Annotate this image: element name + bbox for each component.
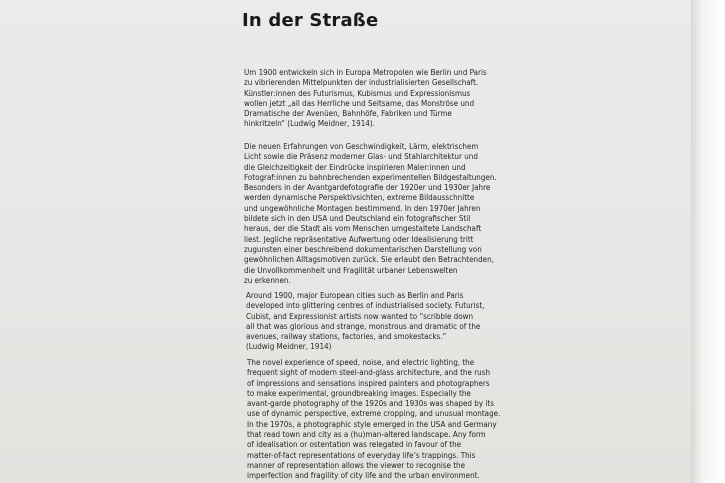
wall-text-title: In der Straße <box>242 10 379 31</box>
english-paragraph-2: The novel experience of speed, noise, and electric lighting, the frequent sight of modern steel-and-glass architecture, and the rush of impressions and sensations inspired painters and photographers to make experimental, groundbreaking images. Especially the avant-garde photography of the 1920s and 1930s was shaped by its use of dynamic perspective, extreme cropping, and unusual montage. In the 1970s, a photographic style emerged in the USA and Germany that read town and city as a (hu)man-altered landscape. Any form of idealisation or ostentation was relegated in favour of the matter-of-fact representations of everyday life’s trappings. This manner of representation allows the viewer to recognise the imperfection and fragility of city life and the urban environment. <box>247 358 501 481</box>
english-paragraph-1: Around 1900, major European cities such as Berlin and Paris developed into glittering centres of industrialised society. Futurist, Cubist, and Expressionist artists now wanted to “scribble down all that was glorious and strange, monstrous and dramatic of the avenues, railway stations, factories, and smokestacks.” (Ludwig Meidner, 1914) <box>246 291 485 352</box>
german-paragraph-2: Die neuen Erfahrungen von Geschwindigkeit, Lärm, elektrischem Licht sowie die Präsenz moderner Glas- und Stahlarchitektur und die Gleichzeitigkeit der Eindrücke inspirieren Maler:innen und Fotograf:innen zu bahnbrechenden experimentellen Bildgestaltungen. Besonders in der Avantgardefotografie der 1920er und 1930er Jahre werden dynamische Perspektivsichten, extreme Bildausschnitte und ungewöhnliche Montagen bestimmend. In den 1970er Jahren bildete sich in den USA und Deutschland ein fotografischer Stil heraus, der die Stadt als vom Menschen umgestaltete Landschaft liest. Jegliche repräsentative Aufwertung oder Idealisierung tritt zugunsten einer beschreibend dokumentarischen Darstellung von gewöhnlichen Alltagsmotiven zurück. Sie erlaubt den Betrachtenden, die Unvollkommenheit und Fragilität urbaner Lebenswelten zu erkennen. <box>244 142 497 285</box>
wall-corner-edge <box>691 0 725 483</box>
german-paragraph-1: Um 1900 entwickeln sich in Europa Metropolen wie Berlin und Paris zu vibrierenden Mittelpunkten der industrialisierten Gesellschaft. Künstler:innen des Futurismus, Kubismus und Expressionismus wollen jetzt „all das Herrliche und Seltsame, das Monströse und Dramatische der Avenüen, Bahnhöfe, Fabriken und Türme hinkritzeln“ (Ludwig Meidner, 1914). <box>244 68 487 129</box>
wall-text-panel <box>242 10 542 481</box>
